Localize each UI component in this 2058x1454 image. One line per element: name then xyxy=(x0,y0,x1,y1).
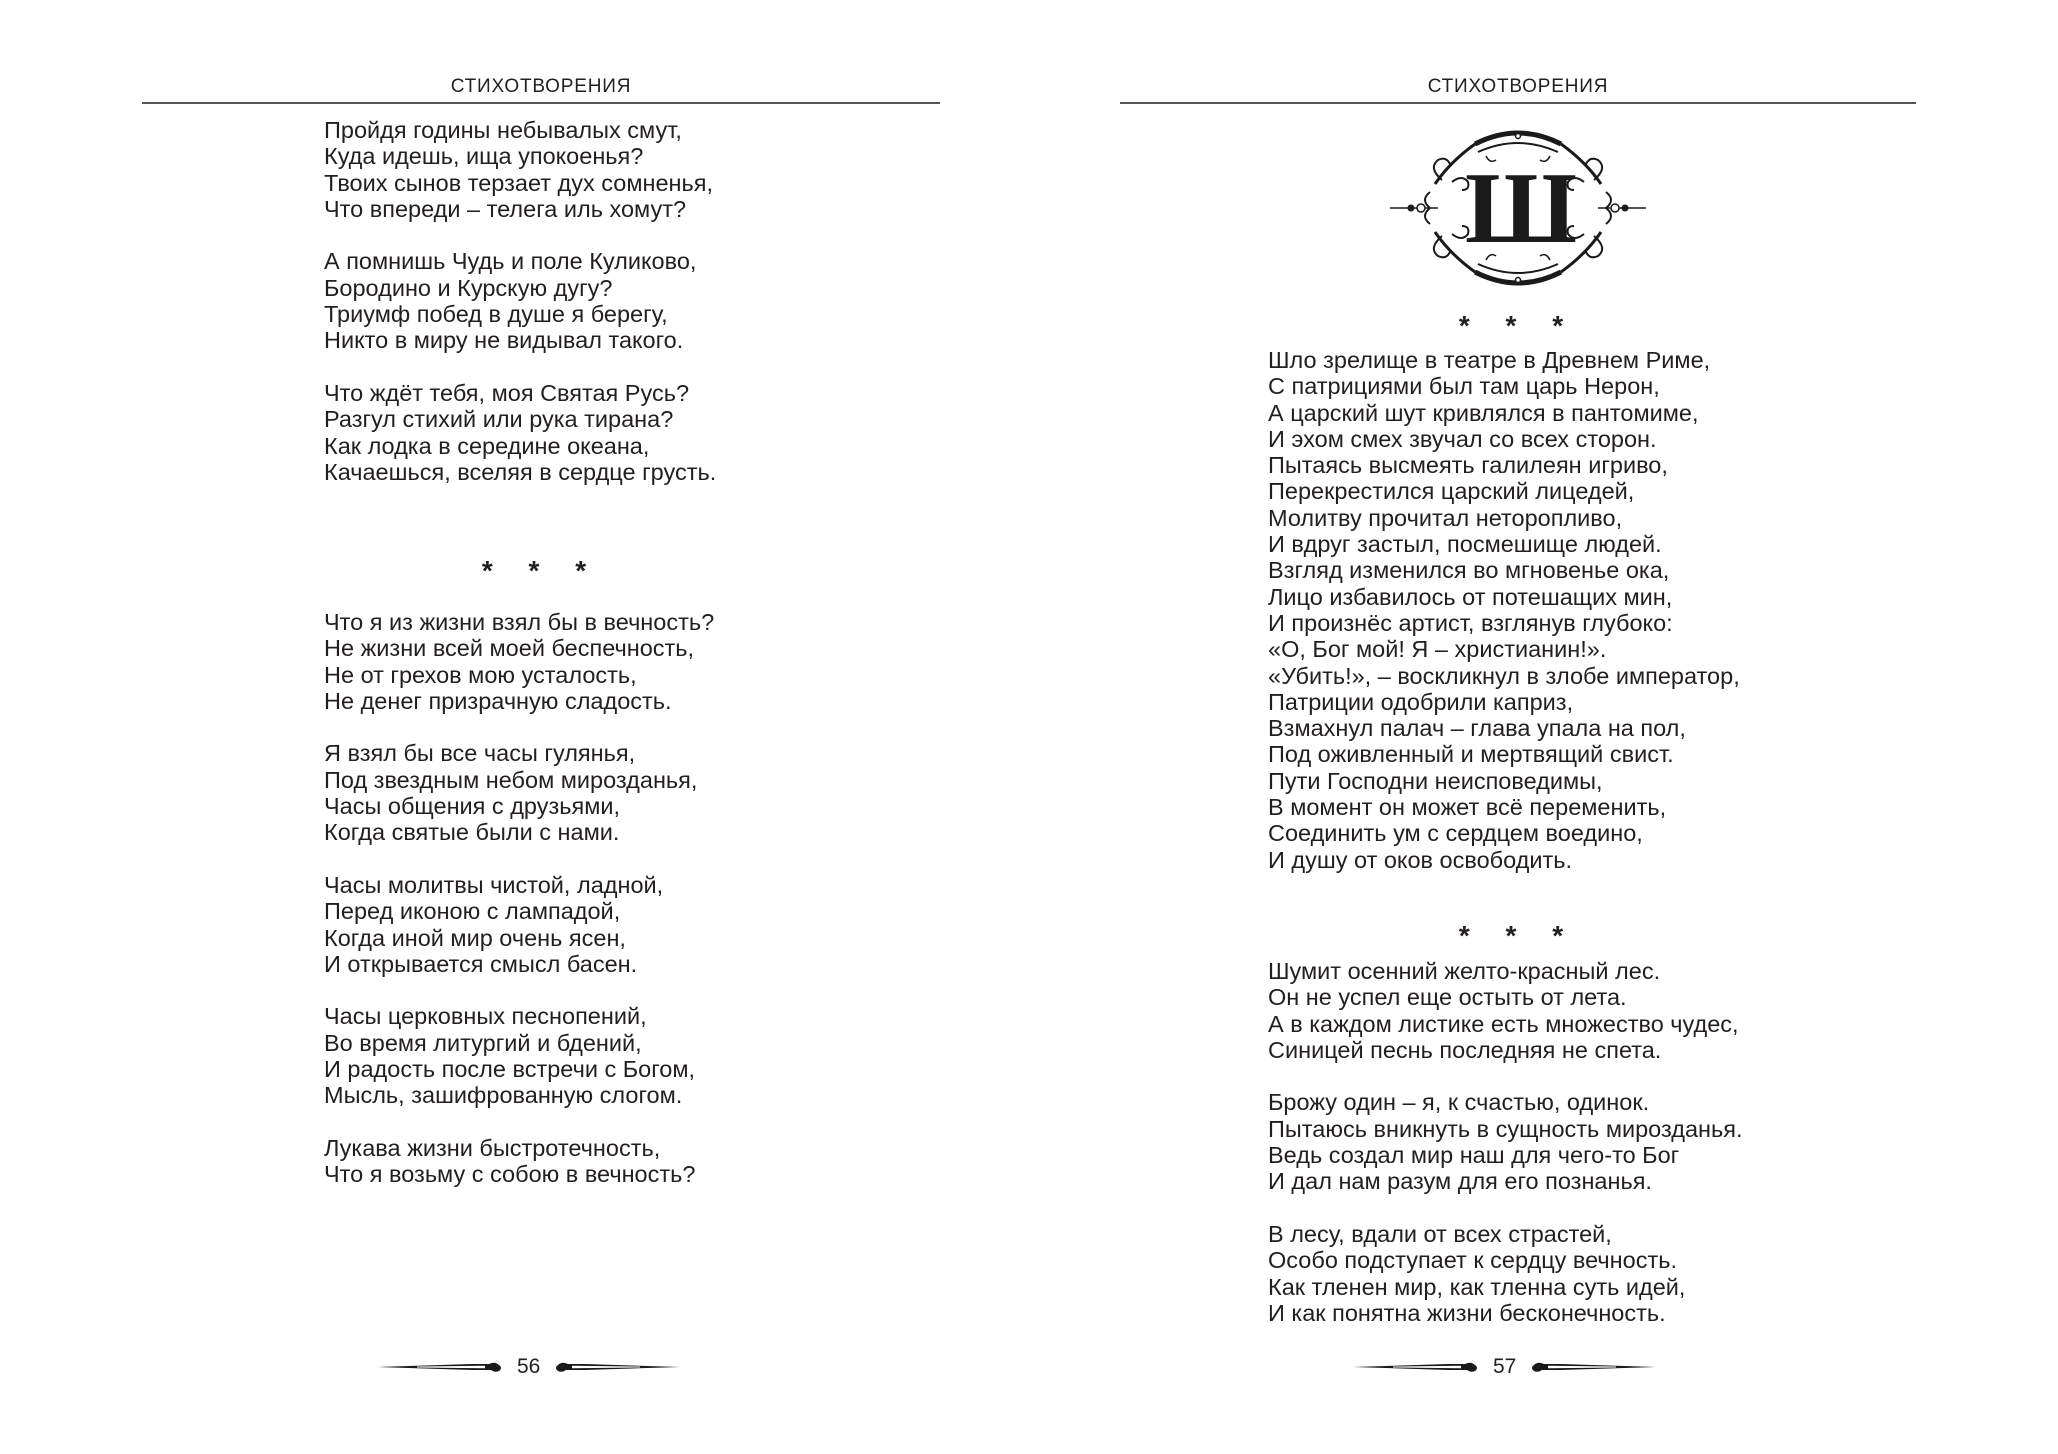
verse-line: Мысль, зашифрованную слогом. xyxy=(324,1082,683,1109)
page-footer xyxy=(377,1352,680,1382)
stanza xyxy=(1268,347,1740,873)
verse-line: Разгул стихий или рука тирана? xyxy=(324,406,674,433)
verse-line: И как понятна жизни бесконечность. xyxy=(1268,1299,1666,1326)
stanza xyxy=(324,740,714,845)
stanza xyxy=(1268,1221,1743,1326)
verse-line: Ведь создал мир наш для чего-то Бог xyxy=(1268,1142,1680,1169)
verse-line: Лукава жизни быстротечность, xyxy=(324,1134,661,1161)
verse-line: Взгляд изменился во мгновенье ока, xyxy=(1268,557,1670,584)
verse-line: Твоих сынов терзает дух сомненья, xyxy=(324,169,714,196)
verse-line: Что ждёт тебя, моя Святая Русь? xyxy=(324,379,690,406)
stanza xyxy=(324,609,714,714)
section-letter: Ш xyxy=(1465,152,1576,265)
verse-line: Что впереди – телега иль хомут? xyxy=(324,195,687,222)
verse-line: Триумф побед в душе я берегу, xyxy=(324,301,668,328)
verse-line: Бородино и Курскую дугу? xyxy=(324,274,613,301)
verse-line: И произнёс артист, взглянув глубоко: xyxy=(1268,609,1673,636)
verse-line: В лесу, вдали от всех страстей, xyxy=(1268,1220,1612,1247)
verse-line: Перед иконою с лампадой, xyxy=(324,898,621,925)
verse-line: Как лодка в середине океана, xyxy=(324,432,650,459)
verse-line: Когда иной мир очень ясен, xyxy=(324,924,626,951)
page-number: 57 xyxy=(1493,1355,1517,1378)
verse-line: Качаешься, вселяя в сердце грусть. xyxy=(324,458,717,485)
stanza xyxy=(324,380,716,485)
verse-line: Синицей песнь последняя не спета. xyxy=(1268,1036,1662,1063)
stanza xyxy=(324,872,714,977)
verse-line: И эхом смех звучал со всех сторон. xyxy=(1268,425,1657,452)
poem-2 xyxy=(324,609,714,1188)
verse-line: А в каждом листике есть множество чудес, xyxy=(1268,1010,1739,1037)
verse-line: И открывается смысл басен. xyxy=(324,950,638,977)
section-separator: * * * xyxy=(1458,920,1578,951)
right-page xyxy=(1120,0,1916,1454)
verse-line: Пытаясь высмеять галилеян игриво, xyxy=(1268,452,1668,479)
footer-flourish-right-icon xyxy=(1526,1357,1656,1377)
verse-line: Шло зрелище в театре в Древнем Риме, xyxy=(1268,347,1711,373)
verse-line: Пройдя годины небывалых смут, xyxy=(324,117,682,143)
verse-line: И вдруг застыл, посмешище людей. xyxy=(1268,531,1662,558)
verse-line: А царский шут кривлялся в пантомиме, xyxy=(1268,399,1699,426)
verse-line: И душу от оков освободить. xyxy=(1268,846,1573,873)
poem-2 xyxy=(1268,958,1743,1326)
verse-line: Особо подступает к сердцу вечность. xyxy=(1268,1247,1678,1274)
verse-line: Во время литургий и бдений, xyxy=(324,1029,642,1056)
verse-line: Как тленен мир, как тленна суть идей, xyxy=(1268,1273,1686,1300)
verse-line: И дал нам разум для его познанья. xyxy=(1268,1168,1652,1195)
verse-line: В момент он может всё переменить, xyxy=(1268,794,1667,821)
verse-line: Брожу один – я, к счастью, одинок. xyxy=(1268,1089,1650,1116)
verse-line: Куда идешь, ища упокоенья? xyxy=(324,143,644,170)
verse-line: Патриции одобрили каприз, xyxy=(1268,688,1574,715)
poem-1 xyxy=(1268,347,1740,873)
verse-line: Не денег призрачную сладость. xyxy=(324,687,672,714)
verse-line: Когда святые были с нами. xyxy=(324,819,620,846)
verse-line: Лицо избавилось от потешащих мин, xyxy=(1268,583,1673,610)
footer-flourish-right-icon xyxy=(550,1357,680,1377)
verse-line: Часы церковных песнопений, xyxy=(324,1003,647,1030)
section-separator: * * * xyxy=(481,555,601,586)
running-head: СТИХОТВОРЕНИЯ xyxy=(1427,76,1609,97)
header-rule xyxy=(142,102,940,104)
verse-line: С патрициями был там царь Нерон, xyxy=(1268,373,1660,400)
verse-line: Что я из жизни взял бы в вечность? xyxy=(324,609,715,635)
verse-line: Соединить ум с сердцем воедино, xyxy=(1268,820,1643,847)
verse-line: А помнишь Чудь и поле Куликово, xyxy=(324,248,697,275)
section-separator: * * * xyxy=(1458,310,1578,341)
verse-line: Что я возьму с собою в вечность? xyxy=(324,1161,696,1188)
header-rule xyxy=(1120,102,1916,104)
verse-line: Молитву прочитал неторопливо, xyxy=(1268,504,1623,531)
verse-line: Он не успел еще остыть от лета. xyxy=(1268,984,1627,1011)
poem-1 xyxy=(324,117,716,485)
verse-line: Шумит осенний желто-красный лес. xyxy=(1268,958,1661,984)
verse-line: Не от грехов мою усталость, xyxy=(324,661,637,688)
verse-line: «О, Бог мой! Я – христианин!». xyxy=(1268,636,1607,663)
verse-line: Никто в миру не видывал такого. xyxy=(324,327,684,354)
stanza xyxy=(324,248,716,353)
stanza xyxy=(1268,958,1743,1063)
verse-line: Под оживленный и мертвящий свист. xyxy=(1268,741,1674,768)
footer-flourish-left-icon xyxy=(1353,1357,1483,1377)
verse-line: Пути Господни неисповедимы, xyxy=(1268,767,1603,794)
page-footer xyxy=(1353,1352,1656,1382)
verse-line: Пытаюсь вникнуть в сущность мирозданья. xyxy=(1268,1115,1743,1142)
stanza xyxy=(324,1135,714,1188)
verse-line: Не жизни всей моей беспечность, xyxy=(324,635,695,662)
verse-line: Перекрестился царский лицедей, xyxy=(1268,478,1635,505)
stanza xyxy=(324,117,716,222)
stanza xyxy=(324,1003,714,1108)
running-head: СТИХОТВОРЕНИЯ xyxy=(450,76,632,97)
verse-line: Под звездным небом мирозданья, xyxy=(324,766,698,793)
footer-flourish-left-icon xyxy=(377,1357,507,1377)
page-number: 56 xyxy=(517,1355,541,1378)
verse-line: Часы молитвы чистой, ладной, xyxy=(324,871,664,898)
verse-line: Часы общения с друзьями, xyxy=(324,793,621,820)
stanza xyxy=(1268,1089,1743,1194)
left-page xyxy=(142,0,940,1454)
verse-line: «Убить!», – воскликнул в злобе император, xyxy=(1268,662,1740,689)
verse-line: Взмахнул палач – глава упала на пол, xyxy=(1268,715,1686,742)
verse-line: Я взял бы все часы гулянья, xyxy=(324,740,636,767)
verse-line: И радость после встречи с Богом, xyxy=(324,1056,696,1083)
